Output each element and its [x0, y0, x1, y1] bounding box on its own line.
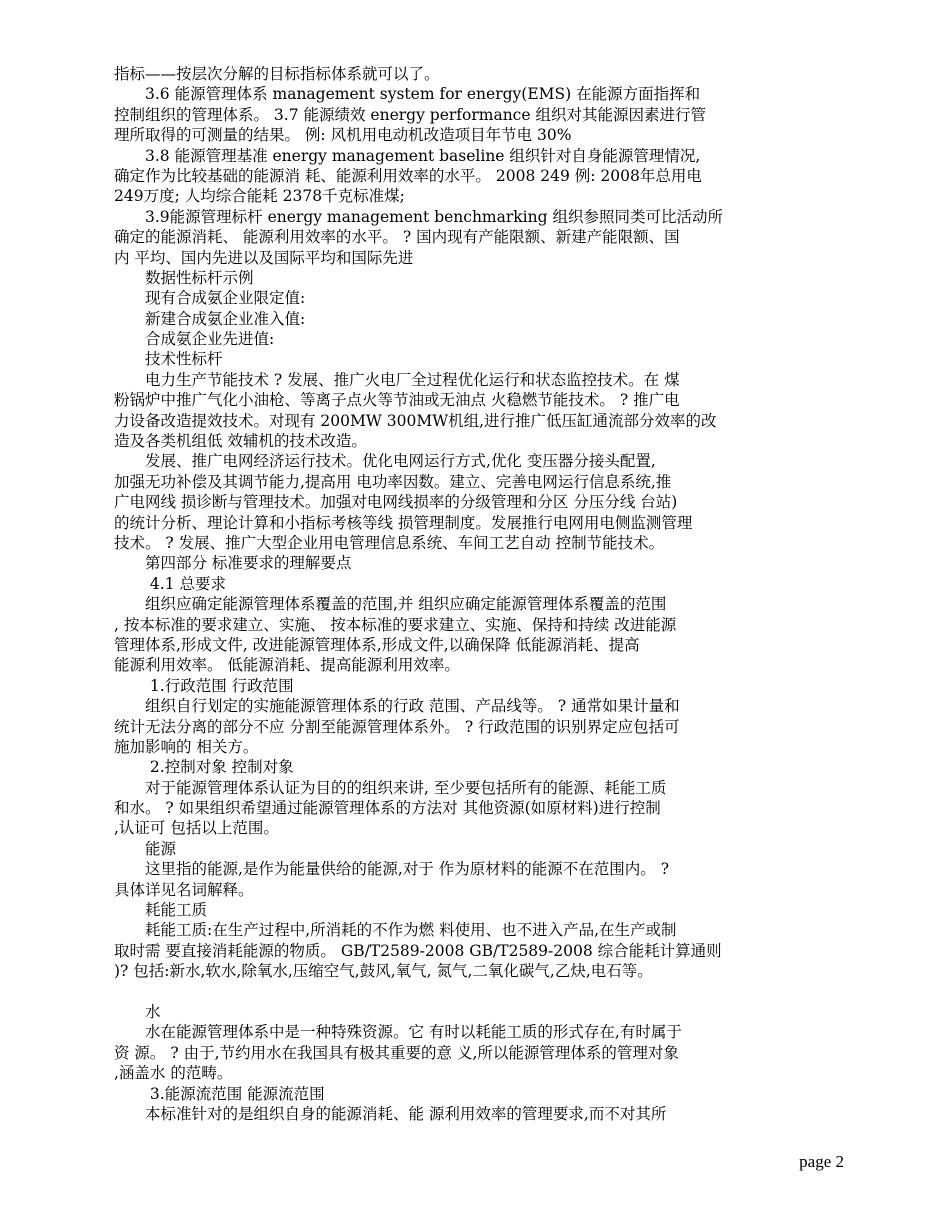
- text-line: 2.控制对象 控制对象: [114, 758, 294, 777]
- text-line: 4.1 总要求: [114, 574, 227, 593]
- text-line: 统计无法分离的部分不应 分割至能源管理体系外。 ? 行政范围的识别界定应包括可: [114, 717, 680, 736]
- text-line: 加强无功补偿及其调节能力,提高用 电功率因数。建立、完善电网运行信息系统,推: [114, 472, 672, 491]
- text-line: 现有合成氨企业限定值:: [114, 289, 306, 308]
- text-line: 造及各类机组低 效辅机的技术改造。: [114, 432, 367, 451]
- text-line: 能源: [114, 839, 177, 858]
- text-line: 确定作为比较基础的能源消 耗、能源利用效率的水平。 2008 249 例: 2008年总用电: [114, 166, 702, 185]
- text-line: 新建合成氨企业准入值:: [114, 309, 306, 328]
- text-line: 管理体系,形成文件, 改进能源管理体系,形成文件,以确保降 低能源消耗、提高: [114, 635, 640, 654]
- text-line: 水: [114, 1002, 161, 1021]
- text-line: )? 包括:新水,软水,除氧水,压缩空气,鼓风,氧气, 氮气,二氧化碳气,乙炔,电石等。: [114, 962, 653, 981]
- text-line: 取时需 要直接消耗能源的物质。 GB/T2589-2008 GB/T2589-2008 综合能耗计算通则: [114, 941, 722, 960]
- text-line: 3.6 能源管理体系 management system for energy(EMS) 在能源方面指挥和: [114, 85, 701, 104]
- text-line: , 按本标准的要求建立、实施、 按本标准的要求建立、实施、保持和持续 改进能源: [114, 615, 677, 634]
- document-body: [114, 64, 814, 1124]
- text-line: 耗能工质: [114, 901, 208, 920]
- text-line: 确定的能源消耗、 能源利用效率的水平。 ? 国内现有产能限额、新建产能限额、国: [114, 228, 680, 247]
- text-line: 具体详见名词解释。: [114, 880, 254, 899]
- text-line: 广电网线 损诊断与管理技术。加强对电网线损率的分级管理和分区 分压分线 台站): [114, 493, 678, 512]
- text-line: 3.9能源管理标杆 energy management benchmarking 组织参照同类可比活动所: [114, 207, 723, 226]
- text-line: 合成氨企业先进值:: [114, 330, 275, 349]
- text-line: 249万度; 人均综合能耗 2378千克标准煤;: [114, 187, 405, 206]
- text-line: 施加影响的 相关方。: [114, 737, 259, 756]
- text-line: 水在能源管理体系中是一种特殊资源。它 有时以耗能工质的形式存在,有时属于: [114, 1023, 682, 1042]
- text-line: 技术性标杆: [114, 350, 223, 369]
- text-line: 和水。 ? 如果组织希望通过能源管理体系的方法对 其他资源(如原材料)进行控制: [114, 799, 661, 818]
- text-line: 电力生产节能技术 ? 发展、推广火电厂全过程优化运行和状态监控技术。在 煤: [114, 370, 680, 389]
- text-line: 耗能工质:在生产过程中,所消耗的不作为燃 料使用、也不进入产品,在生产或制: [114, 921, 677, 940]
- text-line: ,涵盖水 的范畴。: [114, 1064, 233, 1083]
- text-line: 能源利用效率。 低能源消耗、提高能源利用效率。: [114, 656, 460, 675]
- page-number: page 2: [799, 1152, 844, 1171]
- text-line: 3.8 能源管理基准 energy management baseline 组织针对自身能源管理情况,: [114, 146, 701, 165]
- text-line: 发展、推广电网经济运行技术。优化电网运行方式,优化 变压器分接头配置,: [114, 452, 656, 471]
- text-line: 理所取得的可测量的结果。 例: 风机用电动机改造项目年节电 30%: [114, 126, 572, 145]
- text-line: 第四部分 标准要求的理解要点: [114, 554, 352, 573]
- text-line: 粉锅炉中推广气化小油枪、等离子点火等节油或无油点 火稳燃节能技术。 ? 推广电: [114, 391, 680, 410]
- text-line: 控制组织的管理体系。 3.7 能源绩效 energy performance 组织对其能源因素进行管: [114, 105, 706, 124]
- text-line: 的统计分析、理论计算和小指标考核等线 损管理制度。发展推行电网用电侧监测管理: [114, 513, 693, 532]
- text-line: 指标——按层次分解的目标指标体系就可以了。: [114, 65, 440, 83]
- text-line: 1.行政范围 行政范围: [114, 676, 294, 695]
- text-line: 技术。 ? 发展、推广大型企业用电管理信息系统、车间工艺自动 控制节能技术。: [114, 533, 665, 552]
- text-line: ,认证可 包括以上范围。: [114, 819, 279, 838]
- text-line: 数据性标杆示例: [114, 268, 254, 287]
- text-line: 组织应确定能源管理体系覆盖的范围,并 组织应确定能源管理体系覆盖的范围: [114, 595, 667, 614]
- text-line: 这里指的能源,是作为能量供给的能源,对于 作为原材料的能源不在范围内。 ?: [114, 860, 670, 879]
- text-line: 本标准针对的是组织自身的能源消耗、能 源利用效率的管理要求,而不对其所: [114, 1104, 667, 1123]
- text-line: 组织自行划定的实施能源管理体系的行政 范围、产品线等。 ? 通常如果计量和: [114, 697, 680, 716]
- text-line: 3.能源流范围 能源流范围: [114, 1084, 325, 1103]
- text-line: [114, 982, 814, 1002]
- text-line: 力设备改造提效技术。对现有 200MW 300MW机组,进行推广低压缸通流部分效率的改: [114, 411, 717, 430]
- text-line: 内 平均、国内先进以及国际平均和国际先进: [114, 248, 414, 267]
- text-line: 对于能源管理体系认证为目的的组织来讲, 至少要包括所有的能源、耗能工质: [114, 778, 667, 797]
- text-line: 资 源。 ? 由于,节约用水在我国具有极其重要的意 义,所以能源管理体系的管理对象: [114, 1043, 679, 1062]
